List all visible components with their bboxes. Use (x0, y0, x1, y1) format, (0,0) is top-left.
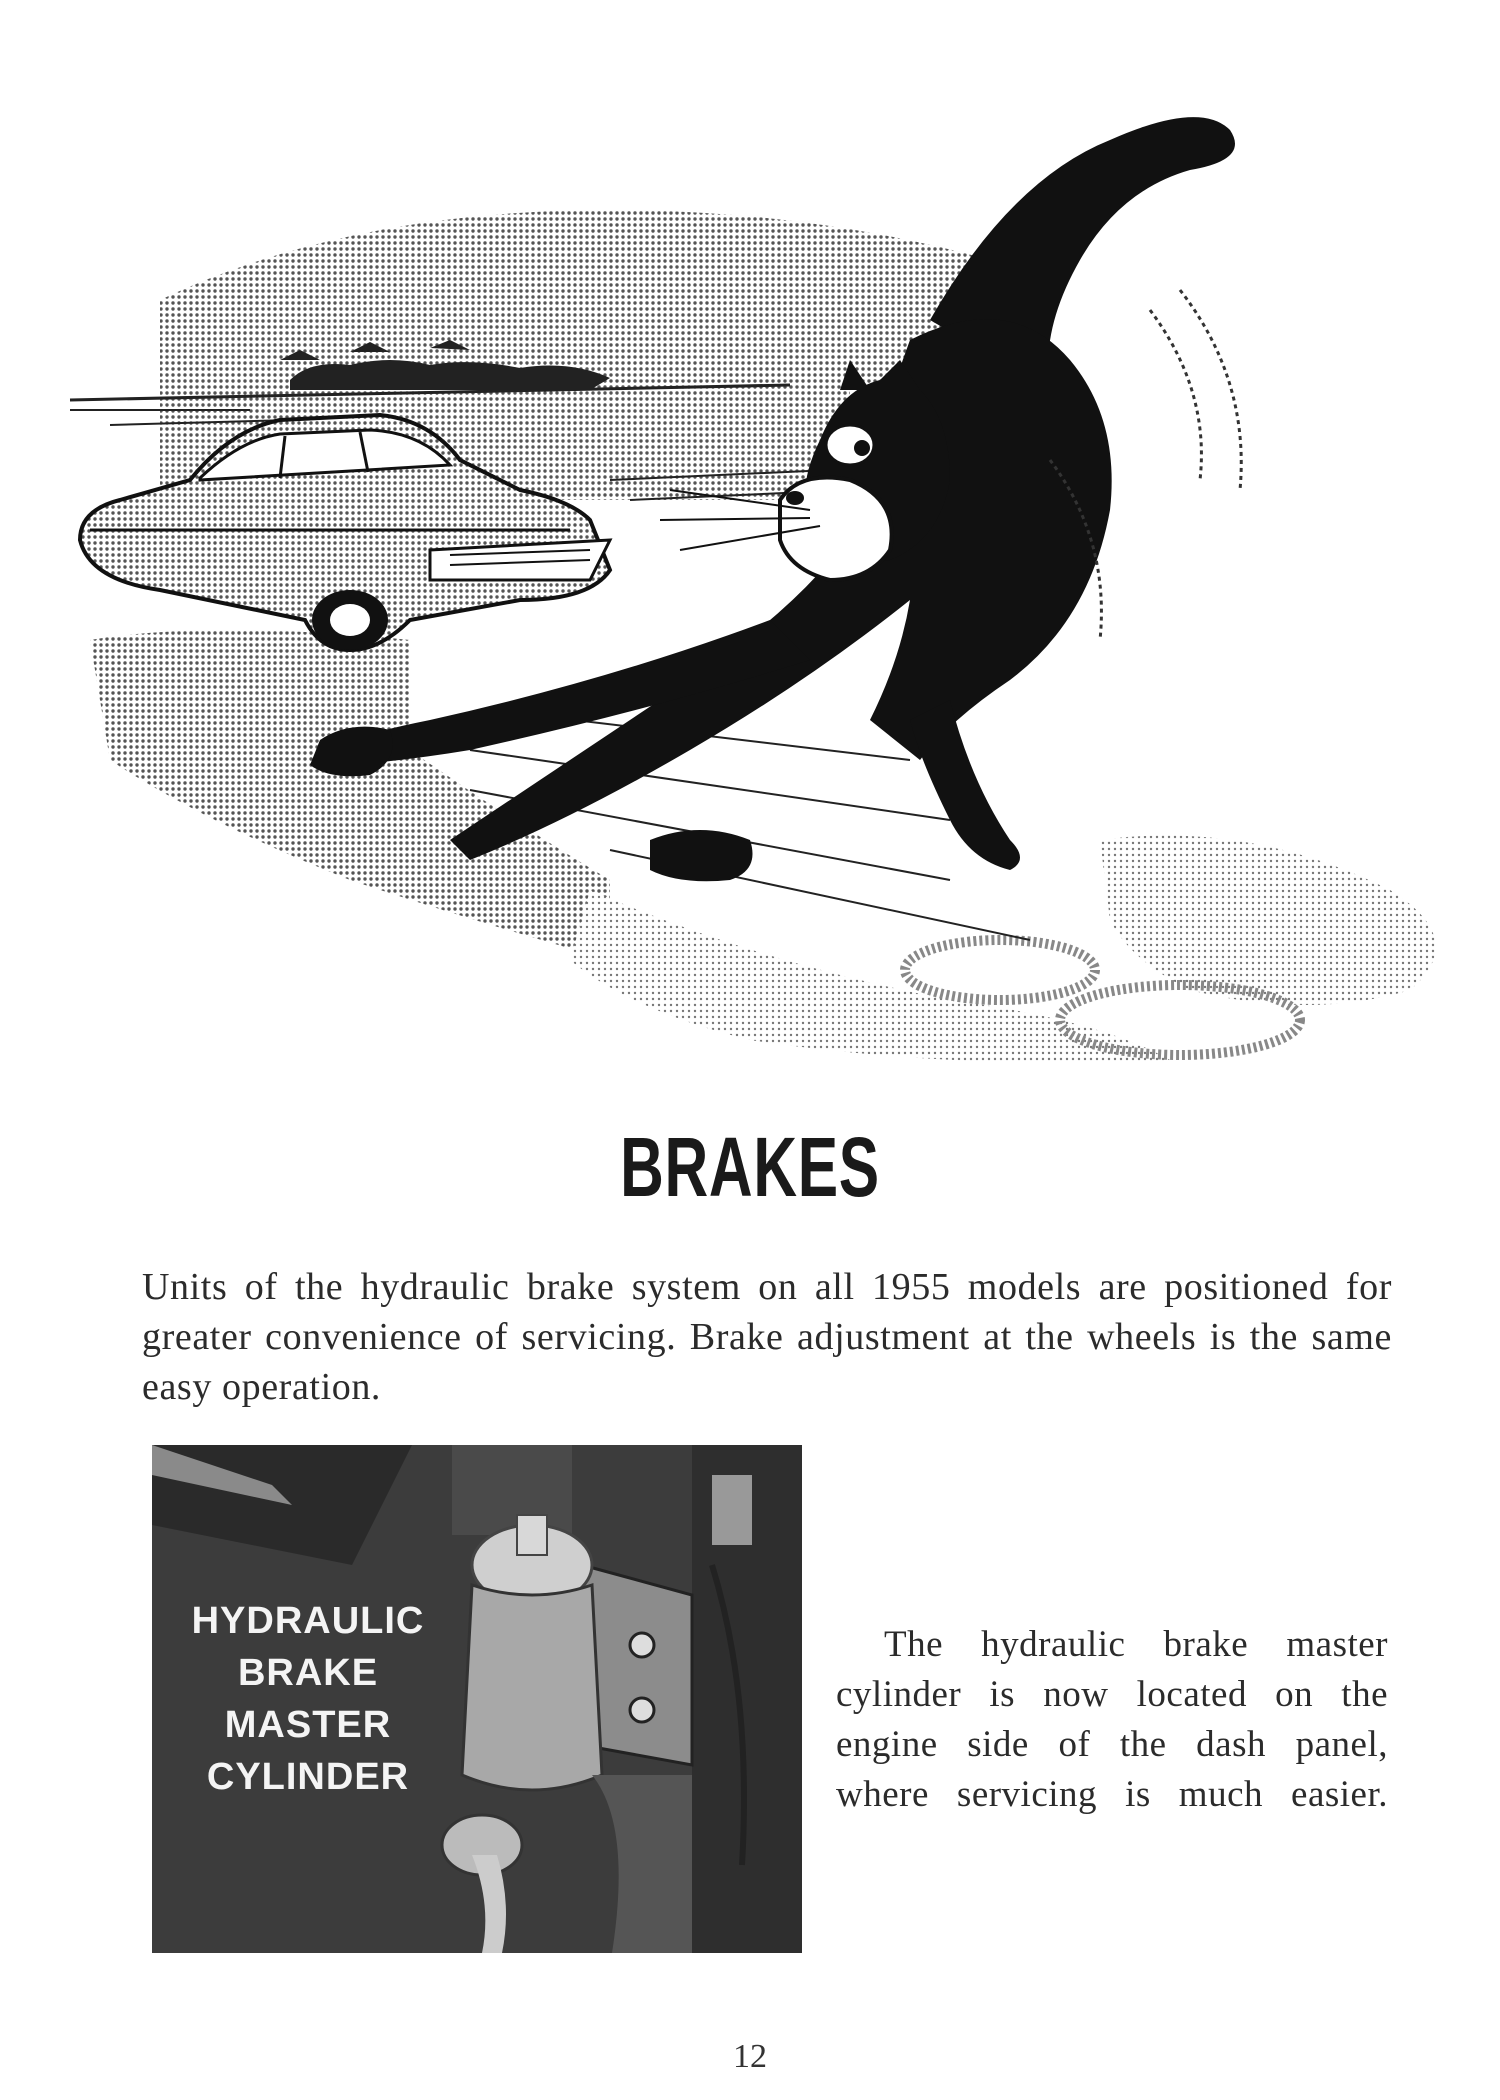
photo-label-line: CYLINDER (206, 1756, 410, 1798)
photo-label-line: BRAKE (237, 1652, 379, 1694)
section-title: BRAKES (620, 1120, 880, 1214)
photo-caption: The hydraulic brake master cylinder is now located on the engine side of the dash panel, where servicing is much easier. (836, 1624, 1388, 1815)
photo-label (158, 1595, 458, 1803)
photo-label-line: HYDRAULIC (191, 1600, 425, 1642)
brakes-illustration (50, 60, 1470, 1120)
master-cylinder-photo (152, 1445, 802, 1953)
photo-label-line: MASTER (224, 1704, 392, 1746)
intro-paragraph: Units of the hydraulic brake system on all 1955 models are positioned for greater convenience of servicing. Brake adjustment at the wheels is the same easy operation. (142, 1266, 1392, 1408)
page-number: 12 (733, 2038, 767, 2075)
